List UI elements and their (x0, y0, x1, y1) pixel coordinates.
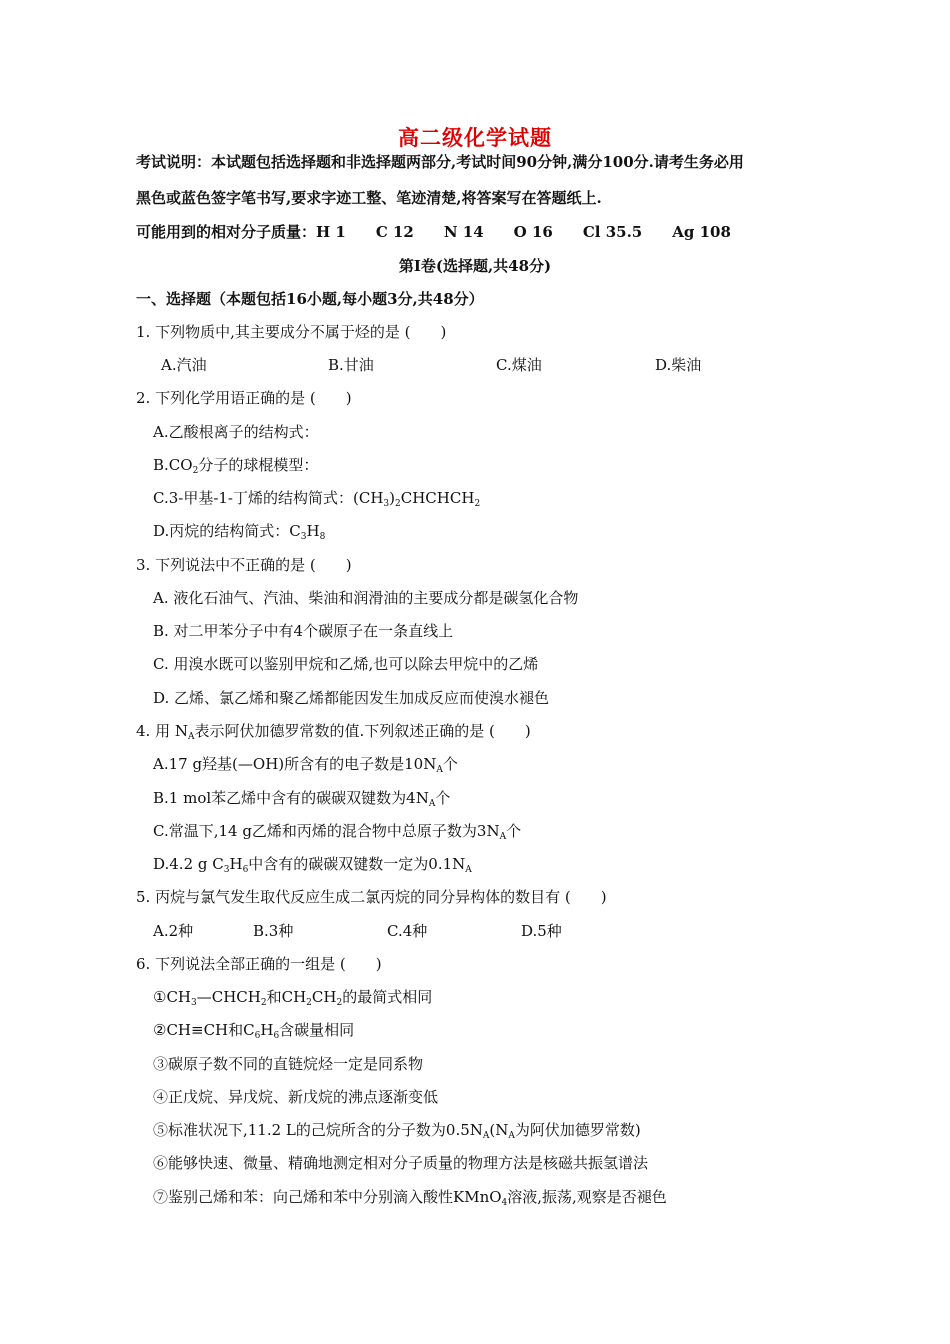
q1-option-d: D.柴油 (655, 356, 702, 374)
q2-option-a: A.乙酸根离子的结构式： (153, 423, 319, 441)
q6-item-7: ⑦鉴别己烯和苯：向己烯和苯中分别滴入酸性KMnO$_4$溶液,振荡,观察是否褪色 (153, 1188, 667, 1208)
q2-option-c: C.3-甲基-1-丁烯的结构简式：$(CH_3)_2CHCHCH_2$ (153, 489, 481, 509)
q5-option-b: B.3种 (253, 922, 294, 940)
q6-item-2: ②CH≡CH和$C_6H_6$含碳量相同 (153, 1021, 355, 1041)
q6-item-6: ⑥能够快速、微量、精确地测定相对分子质量的物理方法是核磁共振氢谱法 (153, 1154, 649, 1172)
q4-option-a: A.17 g羟基(—OH)所含有的电子数是$10N_A$个 (153, 755, 458, 775)
q6-item-1: $①CH_3—CHCH_2$和$CH_2CH_2$的最简式相同 (153, 988, 433, 1008)
q2-option-d: D.丙烷的结构简式：$C_3H_8$ (153, 522, 326, 542)
q4-option-b: B.1 mol苯乙烯中含有的碳碳双键数为$4N_A$个 (153, 789, 451, 809)
q1-option-c: C.煤油 (496, 356, 542, 374)
q3-option-d: D. 乙烯、氯乙烯和聚乙烯都能因发生加成反应而使溴水褪色 (153, 689, 550, 707)
q4-option-c: C.常温下,14 g乙烯和丙烯的混合物中总原子数为$3N_A$个 (153, 822, 522, 842)
q3-option-b: B. 对二甲苯分子中有4个碳原子在一条直线上 (153, 622, 454, 640)
instructions-line-2: 黑色或蓝色签字笔书写,要求字迹工整、笔迹清楚,将答案写在答题纸上. (136, 189, 602, 207)
q6-item-4: ④正戊烷、异戊烷、新戊烷的沸点逐渐变低 (153, 1088, 439, 1106)
q5-option-c: C.4种 (387, 922, 428, 940)
q3-option-c: C. 用溴水既可以鉴别甲烷和乙烯,也可以除去甲烷中的乙烯 (153, 655, 539, 673)
question-2-stem: 2. 下列化学用语正确的是 ( ) (136, 389, 352, 407)
section-1-title: 一、选择题（本题包括16小题,每小题3分,共48分） (136, 290, 484, 308)
q6-item-3: ③碳原子数不同的直链烷烃一定是同系物 (153, 1055, 424, 1073)
question-3-stem: 3. 下列说法中不正确的是 ( ) (136, 556, 352, 574)
q3-option-a: A. 液化石油气、汽油、柴油和润滑油的主要成分都是碳氢化合物 (153, 589, 579, 607)
q2-option-b: $B.CO_2$分子的球棍模型： (153, 456, 319, 476)
q5-option-d: D.5种 (521, 922, 562, 940)
question-1-stem: 1. 下列物质中,其主要成分不属于烃的是 ( ) (136, 323, 447, 341)
question-6-stem: 6. 下列说法全部正确的一组是 ( ) (136, 955, 382, 973)
q1-option-b: B.甘油 (328, 356, 374, 374)
part-1-title: 第Ⅰ卷(选择题,共48分) (398, 257, 552, 275)
relative-masses: 可能用到的相对分子质量：H 1 C 12 N 14 O 16 Cl 35.5 Ag 108 (136, 223, 731, 241)
instructions-line-1: 考试说明：本试题包括选择题和非选择题两部分,考试时间90分钟,满分100分.请考生务必用 (136, 153, 744, 171)
q5-option-a: A.2种 (153, 922, 194, 940)
question-4-stem: 4. 用 $N_A$表示阿伏加德罗常数的值.下列叙述正确的是 ( ) (136, 722, 531, 742)
page-title: 高二级化学试题 (398, 125, 552, 150)
q4-option-d: D.4.2 g $C_3H_6$中含有的碳碳双键数一定为$0.1N_A$ (153, 855, 472, 875)
q1-option-a: A.汽油 (161, 356, 207, 374)
question-5-stem: 5. 丙烷与氯气发生取代反应生成二氯丙烷的同分异构体的数目有 ( ) (136, 888, 607, 906)
q6-item-5: ⑤标准状况下,11.2 L的己烷所含的分子数为$0.5N_A(N_A$为阿伏加德罗常数) (153, 1121, 641, 1141)
